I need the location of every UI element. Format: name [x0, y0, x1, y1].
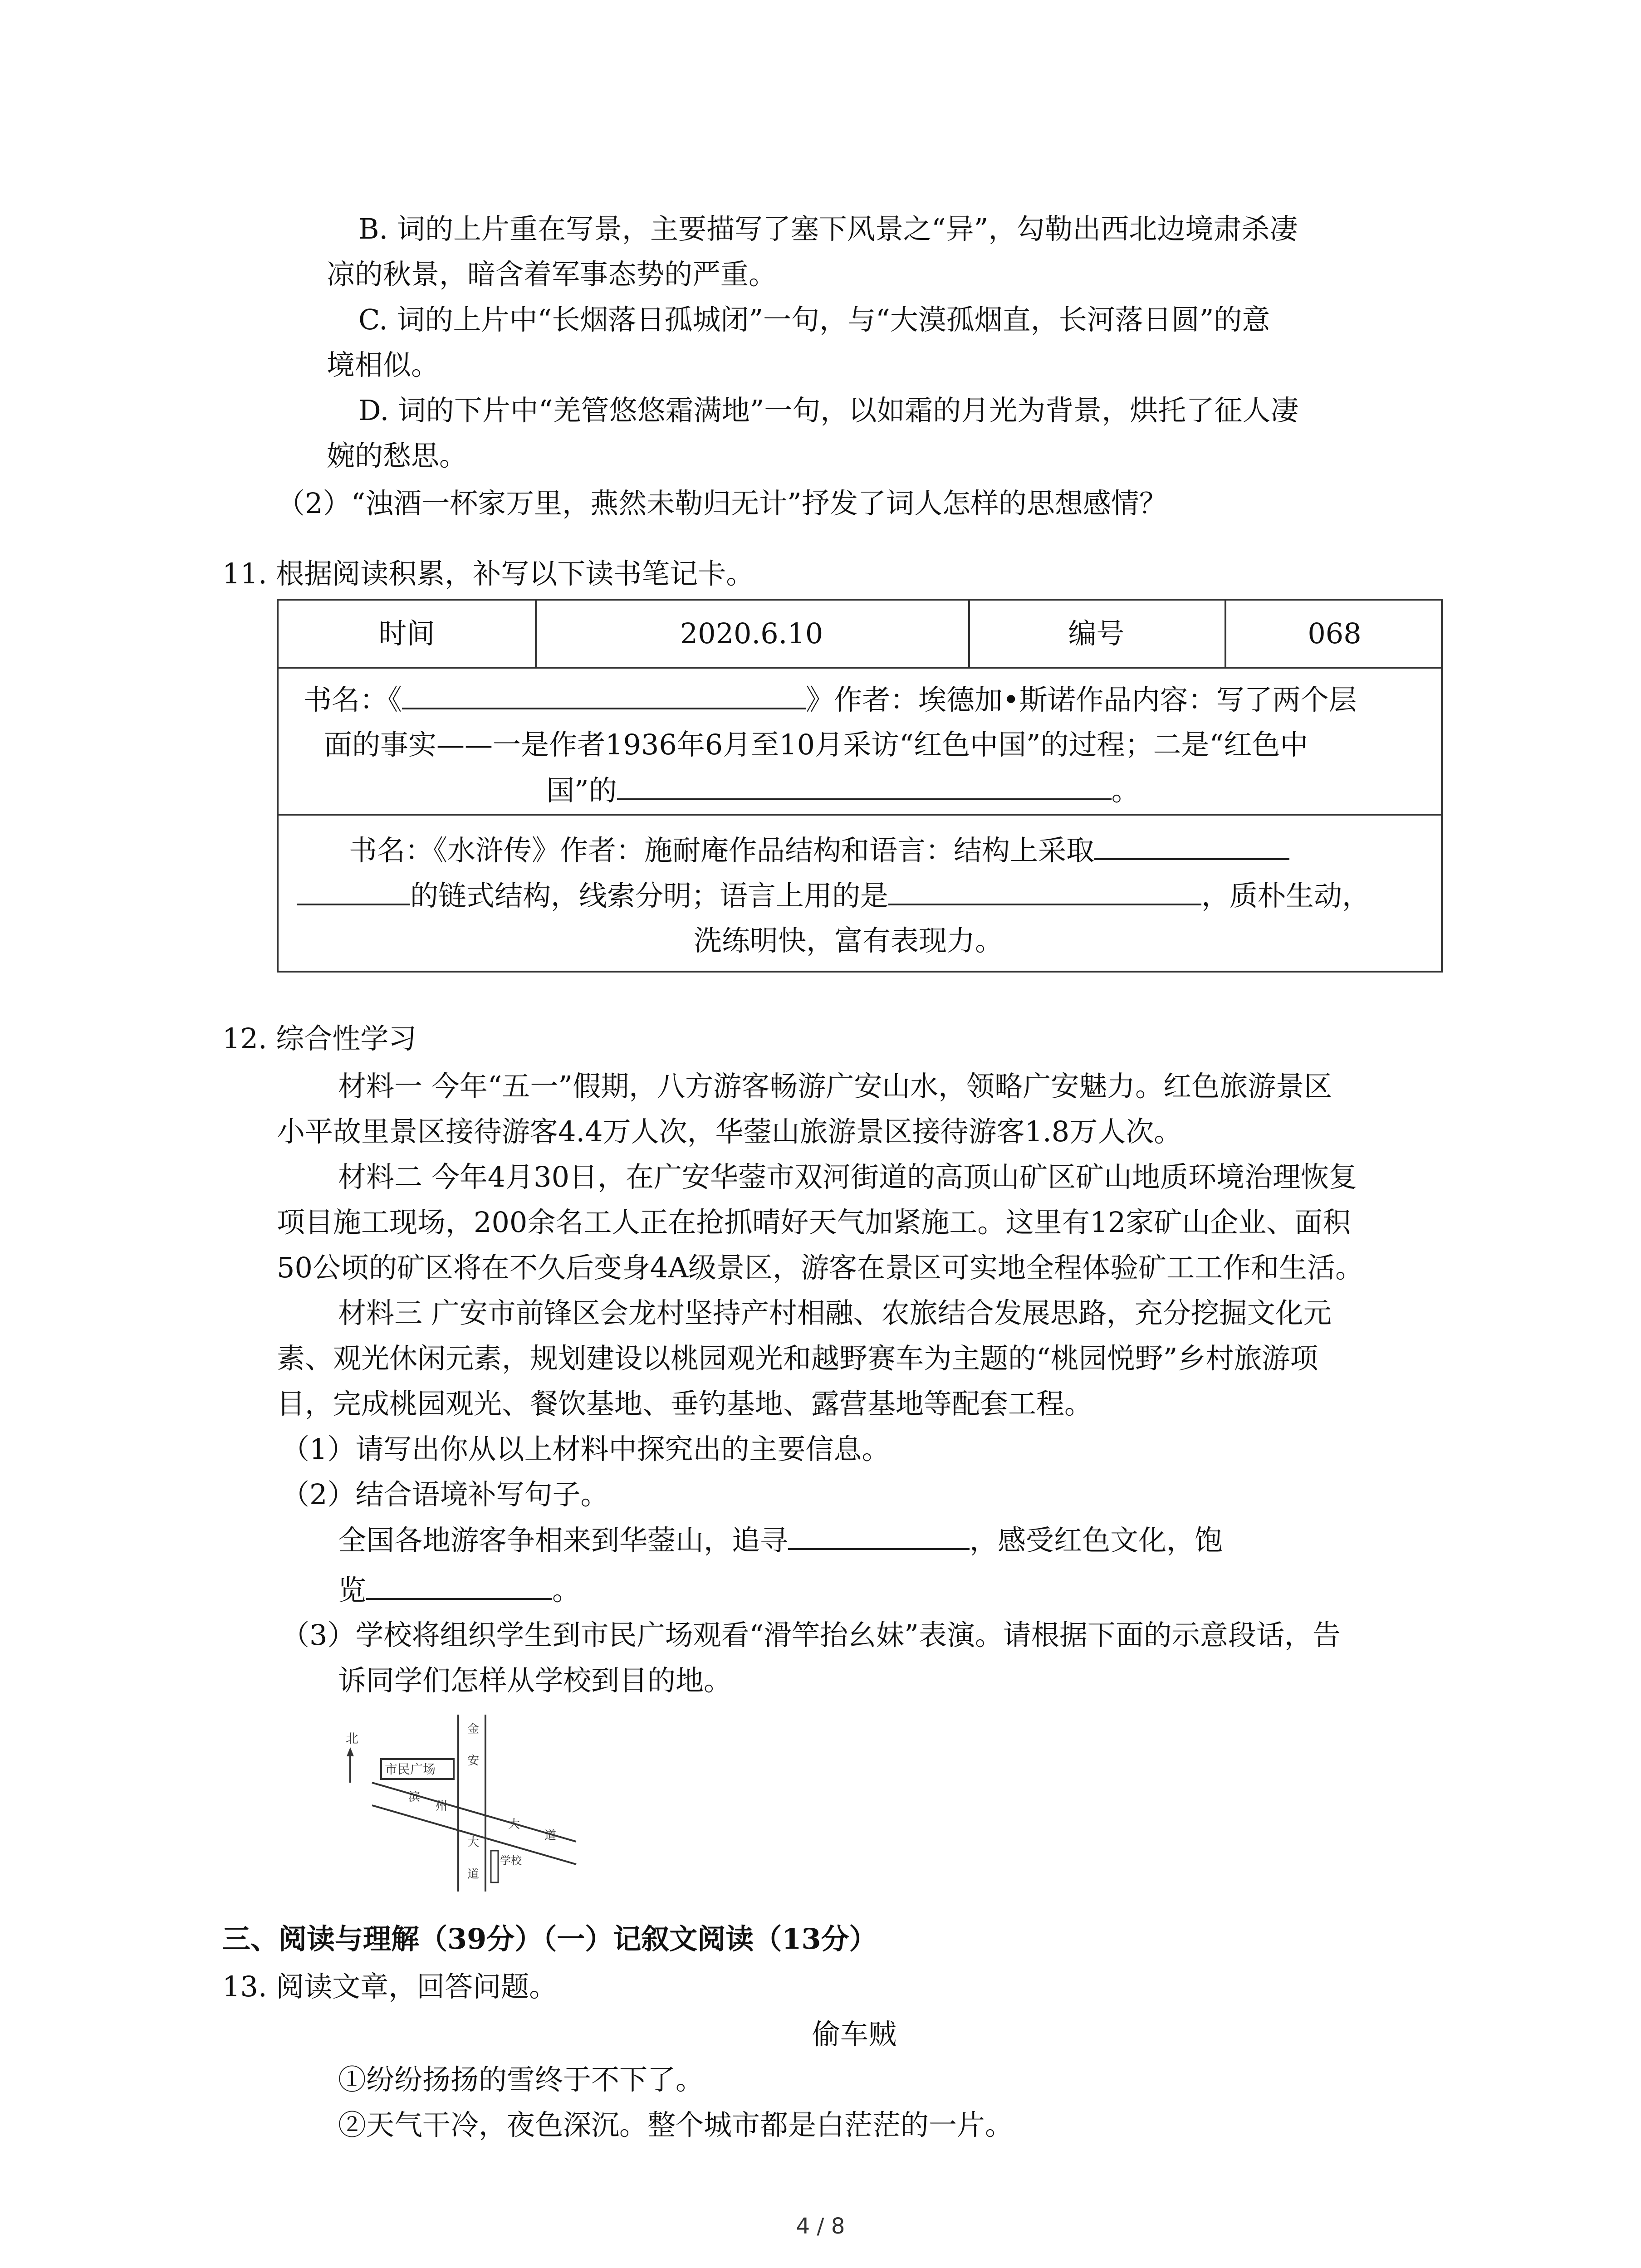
time-label: 时间	[378, 617, 435, 650]
material3-line2: 素、观光休闲元素，规划建设以桃园观光和越野赛车为主题的“桃园悦野”乡村旅游项	[277, 1342, 1318, 1375]
option-c-line2: 境相似。	[327, 348, 440, 381]
book2-line1: 书名：《水浒传》作者：施耐庵作品结构和语言：结构上采取	[349, 832, 1289, 869]
school-label: 学校	[500, 1854, 522, 1867]
svg-text:道: 道	[467, 1867, 480, 1881]
pursue-blank[interactable]	[788, 1522, 970, 1550]
book1-line2: 面的事实——一是作者1936年6月至10月采访“红色中国”的过程；二是“红色中	[324, 728, 1308, 761]
number-label: 编号	[1068, 617, 1125, 650]
north-label: 北	[346, 1731, 359, 1746]
q13-stem: 13. 阅读文章，回答问题。	[222, 1970, 558, 2003]
q12-stem: 12. 综合性学习	[222, 1022, 417, 1055]
book1-line3: 国”的 。	[546, 772, 1140, 809]
view-blank[interactable]	[366, 1572, 552, 1600]
section-3-heading: 三、阅读与理解（39分）（一）记叙文阅读（13分）	[222, 1922, 877, 1955]
material1-line1: 材料一 今年“五一”假期，八方游客畅游广安山水，领略广安魅力。红色旅游景区	[338, 1070, 1332, 1103]
svg-text:道: 道	[544, 1829, 557, 1843]
reading-note-card	[277, 599, 1443, 973]
number-value: 068	[1308, 617, 1362, 650]
q10-subquestion-2: （2）“浊酒一杯家万里，燕然未勒归无计”抒发了词人怎样的思想感情？	[277, 487, 1167, 520]
svg-text:州: 州	[436, 1799, 448, 1813]
option-b-line2: 凉的秋景，暗含着军事态势的严重。	[327, 258, 777, 291]
svg-text:金: 金	[467, 1722, 480, 1736]
book1-title-blank[interactable]	[402, 681, 806, 709]
route-map-drawing	[340, 1715, 585, 1896]
book2-structure-blank-a[interactable]	[1094, 832, 1289, 860]
book1-line1: 书名：《 》作者：埃德加•斯诺作品内容：写了两个层	[304, 681, 1357, 718]
option-c-line1: C. 词的上片中“长烟落日孤城闭”一句，与“大漠孤烟直，长河落日圆”的意	[358, 303, 1270, 336]
option-d-line2: 婉的愁思。	[327, 439, 468, 472]
book2-structure-blank-b[interactable]	[297, 877, 410, 905]
svg-text:大: 大	[467, 1836, 480, 1849]
svg-text:大: 大	[508, 1818, 520, 1831]
material2-line2: 项目施工现场，200余名工人正在抢抓晴好天气加紧施工。这里有12家矿山企业、面积	[277, 1206, 1351, 1239]
article-paragraph-2: ②天气干冷，夜色深沉。整个城市都是白茫茫的一片。	[338, 2108, 1014, 2141]
q12-subquestion-1: （1）请写出你从以上材料中探究出的主要信息。	[281, 1432, 890, 1466]
q12-subquestion-3-line2: 诉同学们怎样从学校到目的地。	[338, 1664, 732, 1697]
svg-text:安: 安	[467, 1754, 480, 1768]
material1-line2: 小平故里景区接待游客4.4万人次，华蓥山旅游景区接待游客1.8万人次。	[277, 1115, 1182, 1148]
article-title: 偷车贼	[812, 2018, 897, 2051]
book2-language-blank[interactable]	[888, 877, 1201, 905]
article-paragraph-1: ①纷纷扬扬的雪终于不下了。	[338, 2063, 704, 2096]
route-map	[340, 1715, 585, 1896]
plaza-label: 市民广场	[385, 1762, 436, 1777]
school-marker	[491, 1851, 498, 1882]
time-value: 2020.6.10	[680, 617, 823, 650]
q12-fill-line1: 全国各地游客争相来到华蓥山，追寻 ，感受红色文化，饱	[338, 1522, 1223, 1559]
q12-subquestion-3-line1: （3）学校将组织学生到市民广场观看“滑竿抬幺妹”表演。请根据下面的示意段话，告	[281, 1618, 1341, 1652]
book2-line2: 的链式结构，线索分明；语言上用的是 ，质朴生动，	[297, 877, 1370, 914]
q12-subquestion-2: （2）结合语境补写句子。	[281, 1478, 609, 1511]
svg-text:滨: 滨	[408, 1790, 421, 1804]
page-number: 4 / 8	[796, 2214, 845, 2239]
material3-line3: 目，完成桃园观光、餐饮基地、垂钓基地、露营基地等配套工程。	[277, 1387, 1093, 1420]
option-d-line1: D. 词的下片中“羌管悠悠霜满地”一句，以如霜的月光为背景，烘托了征人凄	[358, 394, 1299, 427]
q11-stem: 11. 根据阅读积累，补写以下读书笔记卡。	[222, 557, 754, 590]
material2-line3: 50公顷的矿区将在不久后变身4A级景区，游客在景区可实地全程体验矿工工作和生活。	[277, 1251, 1364, 1284]
material3-line1: 材料三 广安市前锋区会龙村坚持产村相融、农旅结合发展思路，充分挖掘文化元	[338, 1296, 1332, 1330]
option-b-line1: B. 词的上片重在写景，主要描写了塞下风景之“异”，勾勒出西北边境肃杀凄	[358, 212, 1298, 245]
q12-fill-line2: 览 。	[338, 1572, 580, 1608]
book1-content-blank[interactable]	[617, 772, 1112, 800]
material2-line1: 材料二 今年4月30日，在广安华蓥市双河街道的高顶山矿区矿山地质环境治理恢复	[338, 1160, 1357, 1193]
book2-line3: 洗练明快，富有表现力。	[694, 924, 1004, 957]
